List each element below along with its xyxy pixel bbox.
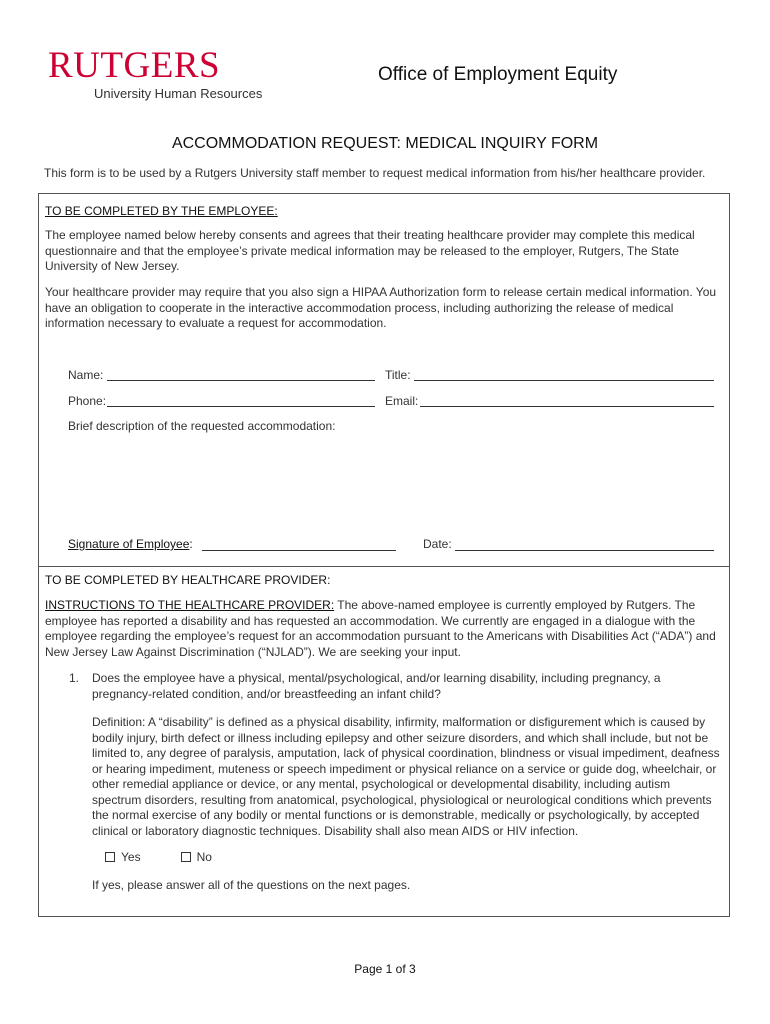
title-field[interactable] — [414, 380, 714, 381]
logo-wordmark: RUTGERS — [48, 45, 221, 86]
name-label: Name: — [68, 368, 104, 382]
employee-section-heading: TO BE COMPLETED BY THE EMPLOYEE: — [45, 204, 278, 218]
section-divider — [39, 566, 729, 567]
form-title: ACCOMMODATION REQUEST: MEDICAL INQUIRY FORM — [171, 135, 599, 152]
no-checkbox[interactable] — [181, 852, 191, 862]
description-area[interactable] — [68, 438, 714, 528]
provider-section-heading: TO BE COMPLETED BY HEALTHCARE PROVIDER: — [45, 573, 331, 587]
provider-instructions — [45, 598, 721, 660]
instructions-text: The above-named employee is currently employed by Rutgers. The employee has reported a disability and has requested an accommodation. We currently are engaged in a dialogue with the employee regarding the employee’s request for an accommodation pursuant to the Americans with Disabilities Act (“ADA”) and New Jersey Law Against Discrimination (“NJLAD”). We are seeking your input. — [45, 598, 716, 659]
email-label: Email: — [385, 394, 419, 408]
phone-label: Phone: — [68, 394, 107, 408]
rutgers-logo — [48, 46, 262, 101]
email-field[interactable] — [420, 406, 714, 407]
no-label: No — [196, 850, 212, 864]
title-label: Title: — [385, 368, 411, 382]
yes-checkbox[interactable] — [105, 852, 115, 862]
employee-consent-paragraph: The employee named below hereby consents and agrees that their treating healthcare provider may complete this medical questionnaire and that the employee’s private medical information may be released to the employer, Rutgers, The State University of New Jersey. — [45, 228, 695, 273]
logo-subtitle: University Human Resources — [94, 86, 263, 101]
no-option[interactable] — [181, 850, 212, 864]
description-label: Brief description of the requested accommodation: — [68, 419, 336, 433]
office-title: Office of Employment Equity — [378, 64, 618, 85]
yes-label: Yes — [121, 850, 141, 864]
disability-definition: Definition: A “disability” is defined as a physical disability, infirmity, malformation or disfigurement which is caused by bodily injury, birth defect or illness including epilepsy and other seizure disorders, and which shall include, but not be limited to, any degree of paralysis, amputation, lack of physical coordination, blindness or visual impediment, deafness or hearing impediment, muteness or speech impediment or physical reliance on a service or guide dog, wheelchair, or other remedial appliance or device, or any mental, psychological or developmental disability, including autism spectrum disorders, resulting from anatomical, psychological, physiological or neurological conditions which prevents the normal exercise of any bodily or mental functions or is demonstrable, medically or psychologically, by accepted clinical or laboratory diagnostic techniques. Disability shall also mean AIDS or HIV infection. — [92, 715, 720, 838]
instructions-label: INSTRUCTIONS TO THE HEALTHCARE PROVIDER: — [45, 598, 335, 612]
form-intro: This form is to be used by a Rutgers University staff member to request medical information from his/her healthcare provider. — [44, 166, 706, 180]
form-box — [38, 193, 730, 917]
yes-option[interactable] — [105, 850, 141, 864]
signature-field[interactable] — [202, 550, 396, 551]
signature-label-colon: : — [189, 537, 193, 551]
followup-instruction: If yes, please answer all of the questions on the next pages. — [92, 878, 411, 892]
question-number: 1. — [69, 671, 80, 685]
signature-label-text: Signature of Employee — [68, 537, 190, 551]
question-text: Does the employee have a physical, mental/psychological, and/or learning disability, including pregnancy, a pregnancy-related condition, and/or breastfeeding an infant child? — [92, 671, 661, 701]
page-number: Page 1 of 3 — [354, 962, 416, 976]
date-label: Date: — [423, 537, 452, 551]
employee-hipaa-paragraph: Your healthcare provider may require that you also sign a HIPAA Authorization form to release certain medical information. You have an obligation to cooperate in the interactive accommodation process, including authorizing the release of medical information necessary to evaluate a request for accommodation. — [45, 285, 717, 330]
phone-field[interactable] — [107, 406, 375, 407]
yes-no-options — [105, 850, 212, 864]
date-field[interactable] — [455, 550, 714, 551]
name-field[interactable] — [107, 380, 375, 381]
signature-label — [68, 537, 193, 551]
